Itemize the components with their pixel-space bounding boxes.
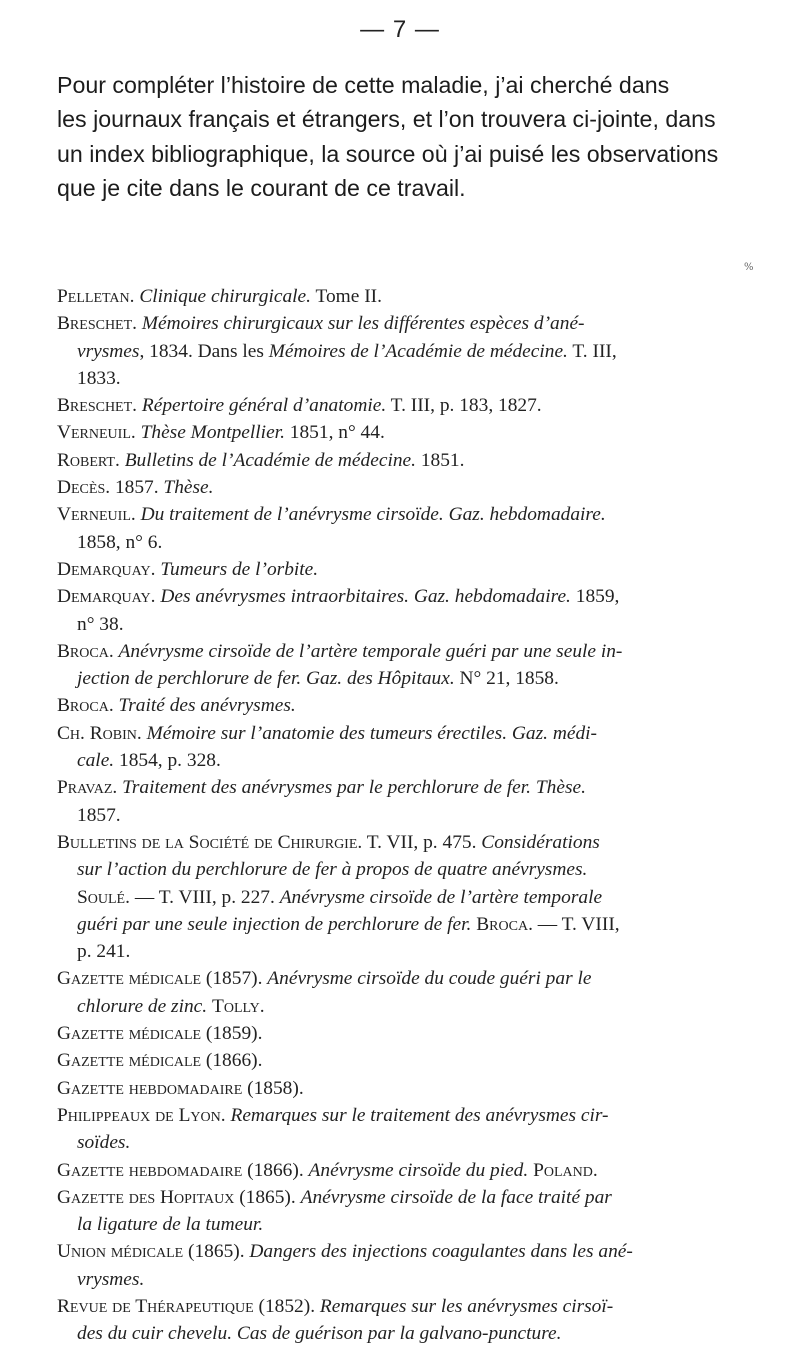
citation-text: (1852). (253, 1295, 320, 1317)
work-title: Bulletins de l’Académie de médecine. (124, 449, 416, 471)
citation-text: (1859). (201, 1023, 263, 1045)
bibliography-entry (57, 965, 792, 1020)
work-title: la ligature de la tumeur. (77, 1214, 264, 1236)
work-title: vrysmes (77, 340, 140, 362)
entry-line (57, 419, 792, 446)
author-name: Gazette médicale (57, 1050, 202, 1072)
citation-text: 1858, n° 6. (77, 531, 163, 553)
bibliography-entry (57, 501, 792, 556)
author-name: Gazette des Hopitaux (57, 1186, 235, 1208)
author-name: Ch. Robin. (57, 722, 142, 744)
citation-text: (1857). (201, 968, 268, 990)
citation-text: 1857. (110, 477, 164, 499)
author-name: Broca. (476, 913, 533, 935)
page-number: — 7 — (360, 16, 440, 43)
work-title: Mémoires de l’Académie de médecine. (268, 340, 568, 362)
work-title: Traitement des anévrysmes par le perchlorure de fer. Thèse. (122, 777, 586, 799)
entry-line (57, 283, 792, 310)
bibliography-entry (57, 392, 792, 419)
citation-text: — T. VIII, p. 227. (129, 886, 280, 908)
entry-line (57, 1157, 792, 1184)
entry-line (57, 829, 792, 856)
citation-text: p. 241. (77, 941, 131, 963)
intro-line: un index bibliographique, la source où j’ai puisé les observations (57, 140, 719, 167)
work-title: Traité des anévrysmes. (118, 695, 296, 717)
entry-line (57, 802, 792, 829)
work-title: Considérations (481, 831, 600, 853)
work-title: des du cuir chevelu. Cas de guérison par la galvano-puncture. (77, 1323, 562, 1345)
work-title: chlorure de zinc. (77, 995, 208, 1017)
entry-line (57, 1320, 792, 1347)
author-name: Gazette hebdomadaire (57, 1159, 243, 1181)
work-title: Dangers des injections coagulantes dans les ané- (249, 1241, 633, 1263)
work-title: sur l’action du perchlorure de fer à propos de quatre anévrysmes. (77, 859, 588, 881)
citation-text: (1858). (242, 1077, 304, 1099)
bibliography-entry (57, 474, 792, 501)
bibliography-entry (57, 447, 792, 474)
author-name: Pravaz. (57, 777, 118, 799)
citation-text: 1851. (415, 449, 465, 471)
citation-text: , 1834. Dans les (139, 340, 269, 362)
author-name: Poland. (533, 1159, 598, 1181)
author-name: Decès. (57, 477, 111, 499)
bibliography-entry (57, 283, 792, 310)
bibliography-entry (57, 419, 792, 446)
work-title: jection de perchlorure de fer. Gaz. des Hôpitaux. (77, 668, 455, 690)
bibliography-list (57, 283, 792, 1348)
entry-line (57, 1075, 792, 1102)
entry-line (57, 1293, 792, 1320)
entry-line (57, 638, 792, 665)
entry-line (57, 611, 792, 638)
author-name: Broca. (57, 695, 114, 717)
entry-line (57, 1184, 792, 1211)
entry-line (57, 665, 792, 692)
work-title: Anévrysme cirsoïde du coude guéri par le (267, 968, 592, 990)
bibliography-entry (57, 1047, 792, 1074)
entry-line (57, 1211, 792, 1238)
author-name: Union médicale (57, 1241, 184, 1263)
entry-line (57, 310, 792, 337)
entry-line (57, 1266, 792, 1293)
work-title: Des anévrysmes intraorbitaires. Gaz. hebdomadaire. (160, 586, 571, 608)
bibliography-entry (57, 638, 792, 693)
stray-mark: % (744, 262, 754, 273)
entry-line (57, 1102, 792, 1129)
entry-line (57, 720, 792, 747)
citation-text: 1851, n° 44. (284, 422, 385, 444)
work-title: Thèse Montpellier. (140, 422, 285, 444)
citation-text: n° 38. (77, 613, 124, 635)
author-name: Pelletan. (57, 286, 135, 307)
author-name: Verneuil. (57, 504, 136, 526)
citation-text: T. III, p. 183, 1827. (386, 395, 542, 417)
work-title: Anévrysme cirsoïde de l’artère temporale (279, 886, 603, 908)
work-title: Anévrysme cirsoïde de la face traité par (300, 1186, 612, 1208)
work-title: Mémoires chirurgicaux sur les différentes espèces d’ané- (141, 313, 585, 335)
work-title: Mémoire sur l’anatomie des tumeurs érectiles. Gaz. médi- (146, 722, 597, 744)
author-name: Philippeaux de Lyon. (57, 1104, 226, 1126)
author-name: Breschet. (57, 395, 138, 417)
intro-line: que je cite dans le courant de ce travail. (57, 174, 466, 201)
work-title: Clinique chirurgicale. (139, 286, 311, 307)
work-title: cale. (77, 750, 115, 772)
entry-line (57, 1047, 792, 1074)
intro-line: les journaux français et étrangers, et l’on trouvera ci-jointe, dans (57, 106, 716, 133)
citation-text: T. III, (567, 340, 617, 362)
entry-line (57, 447, 792, 474)
author-name: Bulletins de la Société de Chirurgie. (57, 831, 363, 853)
author-name: Gazette médicale (57, 968, 202, 990)
author-name: Tolly. (212, 995, 265, 1017)
citation-text: (1866). (201, 1050, 263, 1072)
intro-line: Pour compléter l’histoire de cette maladie, j’ai cherché dans (57, 72, 670, 98)
citation-text: 1857. (77, 804, 121, 826)
work-title: Du traitement de l’anévrysme cirsoïde. Gaz. hebdomadaire. (140, 504, 606, 526)
citation-text: 1833. (77, 367, 121, 389)
author-name: Gazette médicale (57, 1023, 202, 1045)
author-name: Verneuil. (57, 422, 136, 444)
entry-line (57, 856, 792, 883)
citation-text: (1866). (242, 1159, 309, 1181)
work-title: Anévrysme cirsoïde de l’artère temporale guéri par une seule in- (118, 640, 623, 662)
work-title: Tumeurs de l’orbite. (160, 558, 319, 580)
author-name: Revue de Thérapeutique (57, 1295, 254, 1317)
intro-paragraph (57, 68, 787, 205)
entry-line (57, 1020, 792, 1047)
entry-line (57, 392, 792, 419)
citation-text: (1865). (234, 1186, 301, 1208)
citation-text: N° 21, 1858. (454, 668, 559, 690)
bibliography-entry (57, 1184, 792, 1239)
entry-line (57, 938, 792, 965)
entry-line (57, 993, 792, 1020)
citation-text: T. VII, p. 475. (362, 831, 482, 853)
work-title: soïdes. (77, 1132, 131, 1154)
work-title: guéri par une seule injection de perchlorure de fer. (77, 913, 472, 935)
bibliography-entry (57, 829, 792, 965)
work-title: vrysmes. (77, 1268, 145, 1290)
entry-line (57, 556, 792, 583)
bibliography-entry (57, 556, 792, 583)
bibliography-entry (57, 692, 792, 719)
work-title: Thèse. (163, 477, 214, 499)
author-name: Gazette hebdomadaire (57, 1077, 243, 1099)
author-name: Breschet. (57, 313, 138, 335)
work-title: Répertoire général d’anatomie. (141, 395, 387, 417)
entry-line (57, 1129, 792, 1156)
bibliography-entry (57, 583, 792, 638)
entry-line (57, 1238, 792, 1265)
entry-line (57, 747, 792, 774)
entry-line (57, 529, 792, 556)
author-name: Broca. (57, 640, 114, 662)
citation-text: (1865). (183, 1241, 250, 1263)
entry-line (57, 474, 792, 501)
entry-line (57, 884, 792, 911)
entry-line (57, 692, 792, 719)
bibliography-entry (57, 720, 792, 775)
bibliography-entry (57, 1157, 792, 1184)
bibliography-entry (57, 774, 792, 829)
citation-text: — T. VIII, (532, 913, 620, 935)
work-title: Remarques sur le traitement des anévrysmes cir- (230, 1104, 609, 1126)
entry-line (57, 583, 792, 610)
work-title: Anévrysme cirsoïde du pied. (308, 1159, 529, 1181)
citation-text: 1854, p. 328. (114, 750, 221, 772)
author-name: Robert. (57, 449, 120, 471)
bibliography-entry (57, 1075, 792, 1102)
entry-line (57, 501, 792, 528)
entry-line (57, 365, 792, 392)
bibliography-entry (57, 1102, 792, 1157)
author-name: Demarquay. (57, 558, 156, 580)
citation-text: 1859, (570, 586, 620, 608)
bibliography-entry (57, 310, 792, 392)
entry-line (57, 965, 792, 992)
bibliography-entry (57, 1020, 792, 1047)
citation-text: Tome II. (310, 286, 382, 307)
author-name: Soulé. (77, 886, 130, 908)
bibliography-entry (57, 1293, 792, 1348)
work-title: Remarques sur les anévrysmes cirsoï- (319, 1295, 614, 1317)
entry-line (57, 911, 792, 938)
entry-line (57, 338, 792, 365)
bibliography-entry (57, 1238, 792, 1293)
author-name: Demarquay. (57, 586, 156, 608)
entry-line (57, 774, 792, 801)
